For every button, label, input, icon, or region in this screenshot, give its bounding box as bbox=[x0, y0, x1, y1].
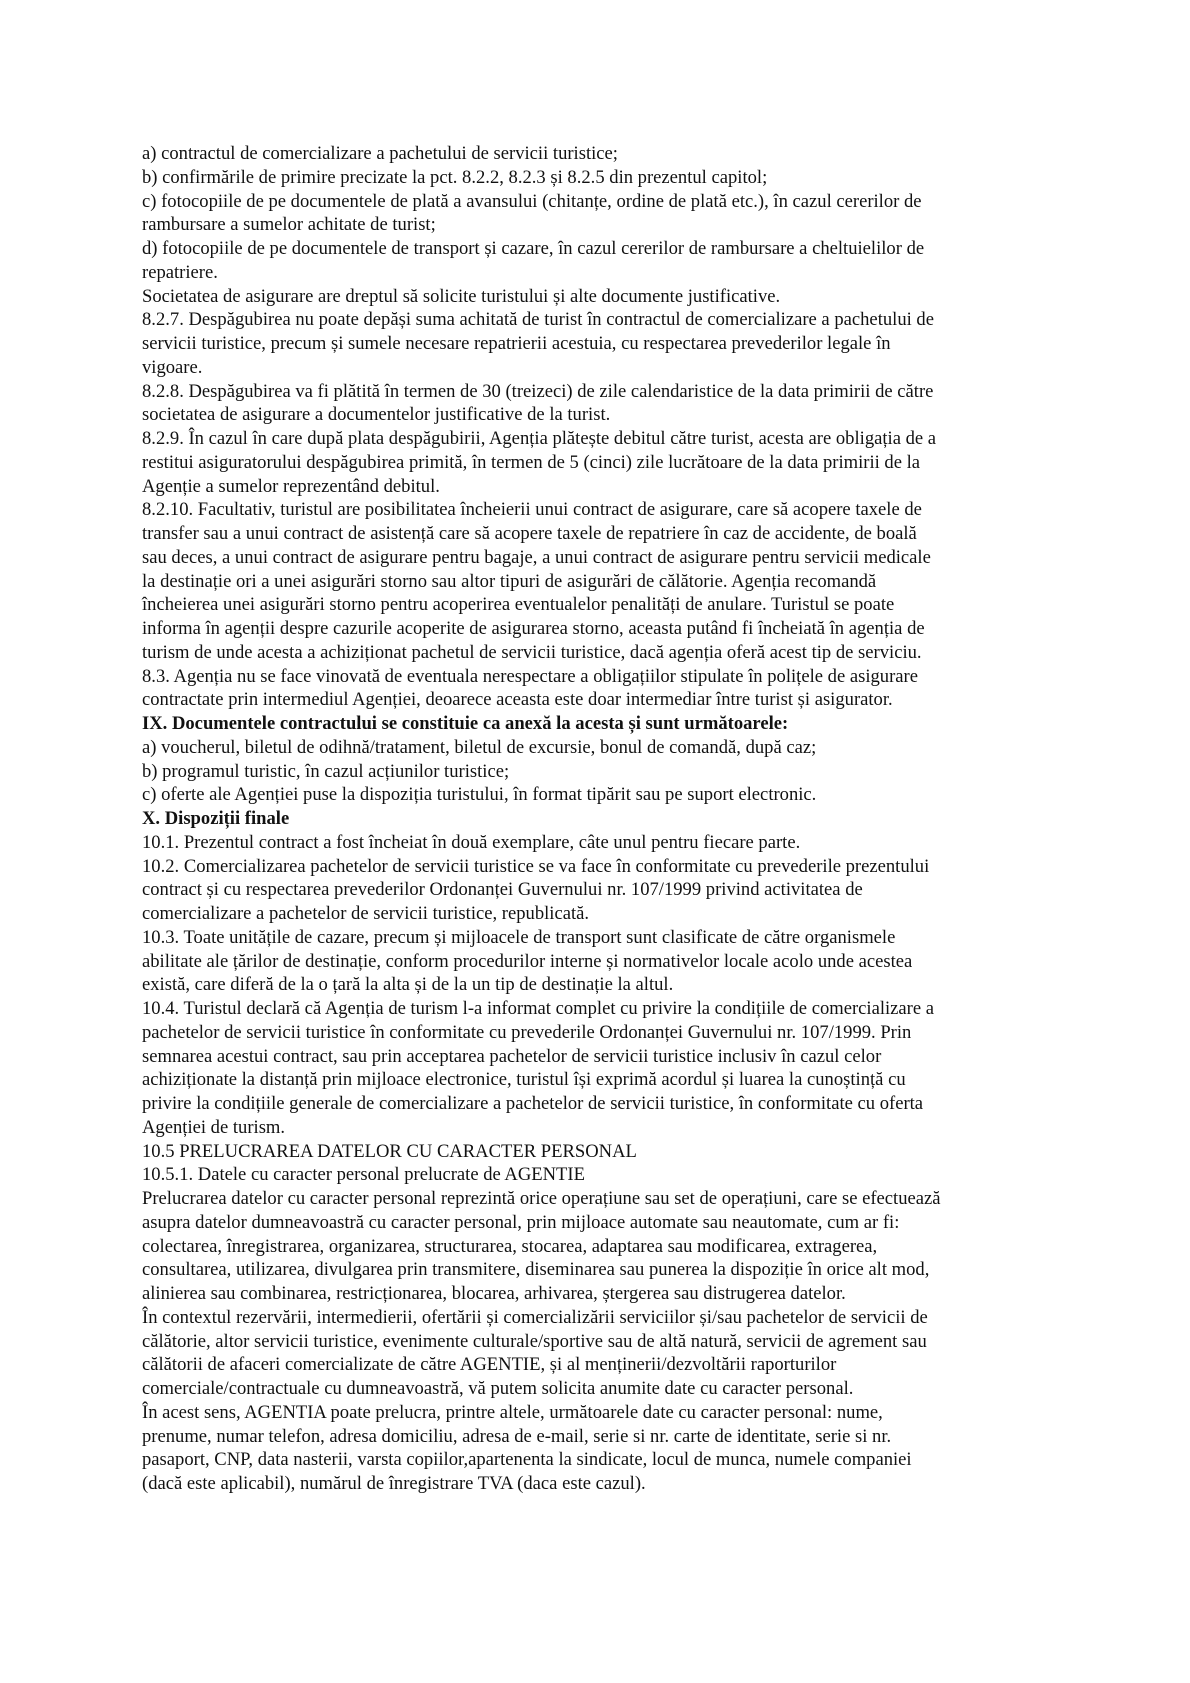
text-line: Agenție a sumelor reprezentând debitul. bbox=[142, 475, 440, 497]
text-line: încheierea unei asigurări storno pentru acoperirea eventualelor penalități de anulare. Turistul se poate bbox=[142, 594, 895, 616]
document-page bbox=[142, 142, 1062, 1496]
text-line: transfer sau a unui contract de asistență care să acopere taxele de repatriere în caz de accidente, de boală bbox=[142, 523, 917, 544]
text-line: alinierea sau combinarea, restricționarea, blocarea, arhivarea, ștergerea sau distrugerea datelor. bbox=[142, 1283, 846, 1304]
text-line: comerciale/contractuale cu dumneavoastră, vă putem solicita anumite date cu caracter personal. bbox=[142, 1378, 854, 1399]
text-line: restitui asiguratorului despăgubirea primită, în termen de 5 (cinci) zile lucrătoare de la data primirii de la bbox=[142, 451, 921, 473]
text-line: informa în agenții despre cazurile acoperite de asigurarea storno, aceasta putând fi încheiată în agenția de bbox=[142, 618, 925, 639]
text-line: societatea de asigurare a documentelor justificative de la turist. bbox=[142, 404, 611, 426]
text-line: pasaport, CNP, data nasterii, varsta copiilor,apartenenta la sindicate, locul de munca, numele companiei bbox=[142, 1449, 912, 1471]
text-line: colectarea, înregistrarea, organizarea, structurarea, stocarea, adaptarea sau modificarea, extragerea, bbox=[142, 1235, 878, 1257]
text-line: 10.2. Comercializarea pachetelor de servicii turistice se va face în conformitate cu prevederile prezentului bbox=[142, 855, 930, 877]
text-line: contract și cu respectarea prevederilor Ordonanței Guvernului nr. 107/1999 privind activitatea de bbox=[142, 879, 863, 901]
text-line: sau deces, a unui contract de asigurare pentru bagaje, a unui contract de asigurare pentru servicii medicale bbox=[142, 546, 931, 568]
text-line: asupra datelor dumneavoastră cu caracter personal, prin mijloace automate sau neautomate, cum ar fi: bbox=[142, 1211, 900, 1233]
text-line: pachetelor de servicii turistice în conformitate cu prevederile Ordonanței Guvernului nr. 107/1999. Prin bbox=[142, 1021, 912, 1043]
text-line: privire la condițiile generale de comercializare a pachetelor de servicii turistice, în conformitate cu oferta bbox=[142, 1093, 924, 1114]
text-line: c) oferte ale Agenției puse la dispoziția turistului, în format tipărit sau pe suport electronic. bbox=[142, 784, 817, 806]
text-line: b) confirmările de primire precizate la pct. 8.2.2, 8.2.3 și 8.2.5 din prezentul capitol; bbox=[142, 166, 768, 188]
text-line: achiziționate la distanță prin mijloace electronice, turistul își exprimă acordul și luarea la cunoștință cu bbox=[142, 1069, 906, 1091]
text-line: rambursare a sumelor achitate de turist; bbox=[142, 214, 436, 236]
text-line: 8.2.10. Facultativ, turistul are posibilitatea încheierii unui contract de asigurare, care să acopere taxele de bbox=[142, 499, 922, 521]
text-line: vigoare. bbox=[142, 356, 203, 378]
text-line: există, care diferă de la o țară la alta și de la un tip de destinație la altul. bbox=[142, 974, 674, 996]
text-line: Prelucrarea datelor cu caracter personal reprezintă orice operațiune sau set de operațiuni, care se efectuează bbox=[142, 1188, 941, 1209]
text-line: repatriere. bbox=[142, 261, 218, 283]
text-line: 8.2.9. În cazul în care după plata despăgubirii, Agenția plătește debitul către turist, acesta are obligația de a bbox=[142, 428, 937, 449]
text-line: b) programul turistic, în cazul acțiunilor turistice; bbox=[142, 760, 510, 782]
text-line: În contextul rezervării, intermedierii, ofertării și comercializării serviciilor și/sau pachetelor de servicii de bbox=[142, 1306, 928, 1328]
text-line: 8.2.7. Despăgubirea nu poate depăși suma achitată de turist în contractul de comercializare a pachetului de bbox=[142, 309, 934, 331]
text-line: servicii turistice, precum și sumele necesare repatrierii acestuia, cu respectarea prevederilor legale în bbox=[142, 333, 891, 354]
text-line: Agenției de turism. bbox=[142, 1116, 286, 1138]
text-line: la destinație ori a unei asigurări storno sau altor tipuri de asigurări de călătorie. Agenția recomandă bbox=[142, 570, 877, 592]
text-line: 8.3. Agenția nu se face vinovată de eventuala nerespectare a obligațiilor stipulate în polițele de asigurare bbox=[142, 665, 918, 687]
text-line: (dacă este aplicabil), numărul de înregistrare TVA (daca este cazul). bbox=[142, 1473, 646, 1494]
text-line: a) contractul de comercializare a pachetului de servicii turistice; bbox=[142, 143, 618, 164]
text-line: abilitate ale țărilor de destinație, conform procedurilor interne și normativelor locale acolo unde acestea bbox=[142, 950, 913, 972]
text-line: Societatea de asigurare are dreptul să solicite turistului și alte documente justificative. bbox=[142, 285, 781, 307]
text-line: c) fotocopiile de pe documentele de plată a avansului (chitanțe, ordine de plată etc.), în cazul cererilor de bbox=[142, 190, 922, 212]
text-line: turism de unde acesta a achiziționat pachetul de servicii turistice, dacă agenția oferă acest tip de serviciu. bbox=[142, 641, 922, 663]
text-line: 10.4. Turistul declară că Agenția de turism l-a informat complet cu privire la condițiile de comercializare a bbox=[142, 998, 935, 1019]
text-line: 10.3. Toate unitățile de cazare, precum și mijloacele de transport sunt clasificate de către organismele bbox=[142, 926, 896, 948]
text-line: 10.1. Prezentul contract a fost încheiat în două exemplare, câte unul pentru fiecare parte. bbox=[142, 831, 801, 853]
text-line: În acest sens, AGENTIA poate prelucra, printre altele, următoarele date cu caracter personal: nume, bbox=[142, 1401, 883, 1423]
text-line: a) voucherul, biletul de odihnă/tratament, biletul de excursie, bonul de comandă, după caz; bbox=[142, 736, 817, 758]
section-heading: X. Dispoziții finale bbox=[142, 808, 290, 829]
text-line: consultarea, utilizarea, divulgarea prin transmitere, diseminarea sau punerea la dispoziție în orice alt mod, bbox=[142, 1259, 930, 1281]
text-line: 10.5.1. Datele cu caracter personal prelucrate de AGENTIE bbox=[142, 1164, 585, 1186]
text-line: contractate prin intermediul Agenției, deoarece aceasta este doar intermediar între turist și asigurator. bbox=[142, 689, 893, 711]
text-line: comercializare a pachetelor de servicii turistice, republicată. bbox=[142, 903, 590, 924]
text-line: călătorie, altor servicii turistice, evenimente culturale/sportive sau de altă natură, servicii de agrement sau bbox=[142, 1330, 927, 1352]
text-line: călătorii de afaceri comercializate de către AGENTIE, și al menținerii/dezvoltării raporturilor bbox=[142, 1354, 837, 1376]
text-line: d) fotocopiile de pe documentele de transport și cazare, în cazul cererilor de rambursare a cheltuielilor de bbox=[142, 238, 925, 259]
text-line: 8.2.8. Despăgubirea va fi plătită în termen de 30 (treizeci) de zile calendaristice de la data primirii de către bbox=[142, 380, 934, 402]
text-line: prenume, numar telefon, adresa domiciliu, adresa de e-mail, serie si nr. carte de identitate, serie si nr. bbox=[142, 1425, 892, 1447]
text-line: 10.5 PRELUCRAREA DATELOR CU CARACTER PERSONAL bbox=[142, 1140, 637, 1162]
section-heading: IX. Documentele contractului se constituie ca anexă la acesta și sunt următoarele: bbox=[142, 713, 789, 734]
text-line: semnarea acestui contract, sau prin acceptarea pachetelor de servicii turistice inclusiv în cazul celor bbox=[142, 1045, 882, 1067]
